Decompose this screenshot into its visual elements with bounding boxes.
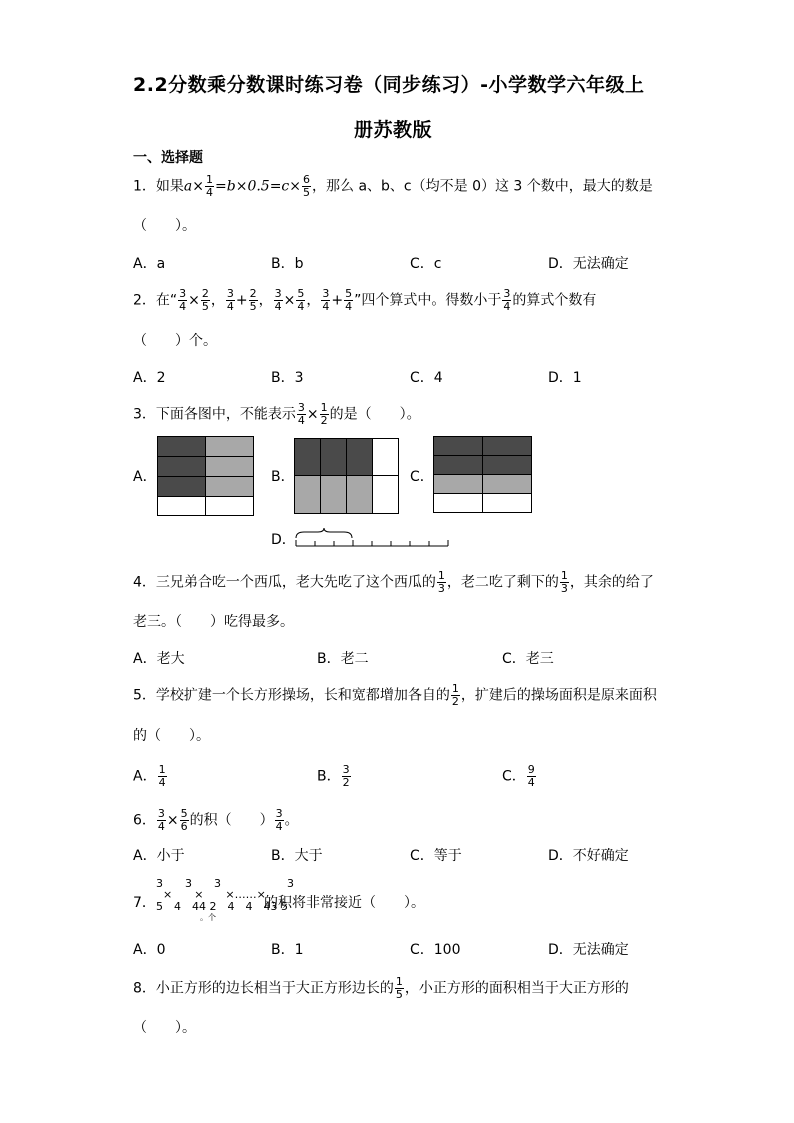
page-title: 2.2分数乘分数课时练习卷（同步练习）-小学数学六年级上 bbox=[133, 74, 645, 96]
page-title-line2: 册苏教版 bbox=[354, 119, 433, 141]
option-c[interactable]: C．c bbox=[410, 256, 442, 272]
option-c[interactable]: C．4 bbox=[410, 370, 443, 386]
question-4-line2: 老三。（ ）吃得最多。 bbox=[133, 614, 294, 630]
question-7-tail: 的积将非常接近（ ）。 bbox=[264, 895, 425, 911]
option-a[interactable]: A．a bbox=[133, 256, 166, 272]
option-d[interactable]: D．不好确定 bbox=[548, 848, 629, 864]
question-8-blank: （ ）。 bbox=[133, 1020, 196, 1036]
figure-d-number-line bbox=[294, 526, 454, 550]
question-7-number: 7． bbox=[133, 895, 156, 911]
question-2-blank: （ ）个。 bbox=[133, 333, 217, 349]
option-c[interactable]: C． $\frac{9}{4}$ bbox=[502, 763, 535, 789]
option-a[interactable]: A． bbox=[133, 469, 157, 485]
option-b[interactable]: B． bbox=[271, 469, 295, 485]
question-8-stem: 8．小正方形的边长相当于大正方形边长的 $\frac{1}{5}$ ，小正方形的面积相当于大正方形的 bbox=[133, 975, 629, 1001]
question-5-stem: 5．学校扩建一个长方形操场，长和宽都增加各自的 $\frac{1}{2}$ ，扩建后的操场面积是原来面积 bbox=[133, 682, 657, 708]
option-a[interactable]: A．小于 bbox=[133, 848, 185, 864]
question-2-stem: 2．在“ $\frac{3}{4}$ × $\frac{2}{5}$ ， $\frac{3}{4}$ + $\frac{2}{5}$ ， $\frac{3}{4}$ × $\frac{5}{4}$ ， $\frac{3}{4}$ + $\frac{5}{4}$ ”四个算式中。得数小于 $\frac{3}{4}$ 的算式个数有 bbox=[133, 287, 597, 313]
option-d[interactable]: D．无法确定 bbox=[548, 942, 629, 958]
option-d[interactable]: D．无法确定 bbox=[548, 256, 629, 272]
option-a[interactable]: A．0 bbox=[133, 942, 166, 958]
option-b[interactable]: B．b bbox=[271, 256, 304, 272]
question-3-stem: 3．下面各图中，不能表示 $\frac{3}{4}$ × $\frac{1}{2}$ 的是（ ）。 bbox=[133, 401, 421, 427]
question-7-expression-top: 3 3 3 3 bbox=[156, 877, 294, 890]
section-heading: 一、选择题 bbox=[133, 150, 203, 166]
option-c[interactable]: C．老三 bbox=[502, 651, 554, 667]
option-a[interactable]: A． $\frac{1}{4}$ bbox=[133, 763, 166, 789]
option-c[interactable]: C．100 bbox=[410, 942, 461, 958]
question-4-stem: 4．三兄弟合吃一个西瓜，老大先吃了这个西瓜的 $\frac{1}{3}$ ，老二吃了剩下的 $\frac{1}{3}$ ，其余的给了 bbox=[133, 569, 654, 595]
question-7-expression-ops: × × ×……× bbox=[163, 888, 266, 901]
question-7-note: 。个 bbox=[200, 913, 216, 922]
option-b[interactable]: B．1 bbox=[271, 942, 304, 958]
question-6-stem: 6． $\frac{3}{4}$ × $\frac{5}{6}$ 的积（ ） $\frac{3}{4}$ 。 bbox=[133, 807, 299, 833]
option-b[interactable]: B． $\frac{3}{2}$ bbox=[317, 763, 350, 789]
option-d[interactable]: D．1 bbox=[548, 370, 582, 386]
option-c[interactable]: C．等于 bbox=[410, 848, 462, 864]
fraction: $\frac{1}{4}$ bbox=[206, 173, 214, 199]
option-a[interactable]: A．老大 bbox=[133, 651, 185, 667]
figure-b bbox=[294, 438, 399, 514]
option-b[interactable]: B．老二 bbox=[317, 651, 369, 667]
question-1-blank: （ ）。 bbox=[133, 218, 196, 234]
question-1-stem: 1．如果a× $\frac{1}{4}$ =b×0.5=c× $\frac{6}{5}$ ，那么 a、b、c（均不是 0）这 3 个数中，最大的数是 bbox=[133, 173, 653, 199]
figure-c bbox=[433, 436, 532, 513]
option-c[interactable]: C． bbox=[410, 469, 434, 485]
option-d[interactable]: D． bbox=[271, 532, 296, 548]
question-5-line2: 的（ ）。 bbox=[133, 728, 210, 744]
question-7-expression-bottom: 5 4 44 2 4 4 43 5 bbox=[156, 900, 288, 913]
option-b[interactable]: B．大于 bbox=[271, 848, 323, 864]
fraction: $\frac{6}{5}$ bbox=[303, 173, 311, 199]
option-a[interactable]: A．2 bbox=[133, 370, 166, 386]
figure-a bbox=[157, 436, 254, 516]
option-b[interactable]: B．3 bbox=[271, 370, 304, 386]
